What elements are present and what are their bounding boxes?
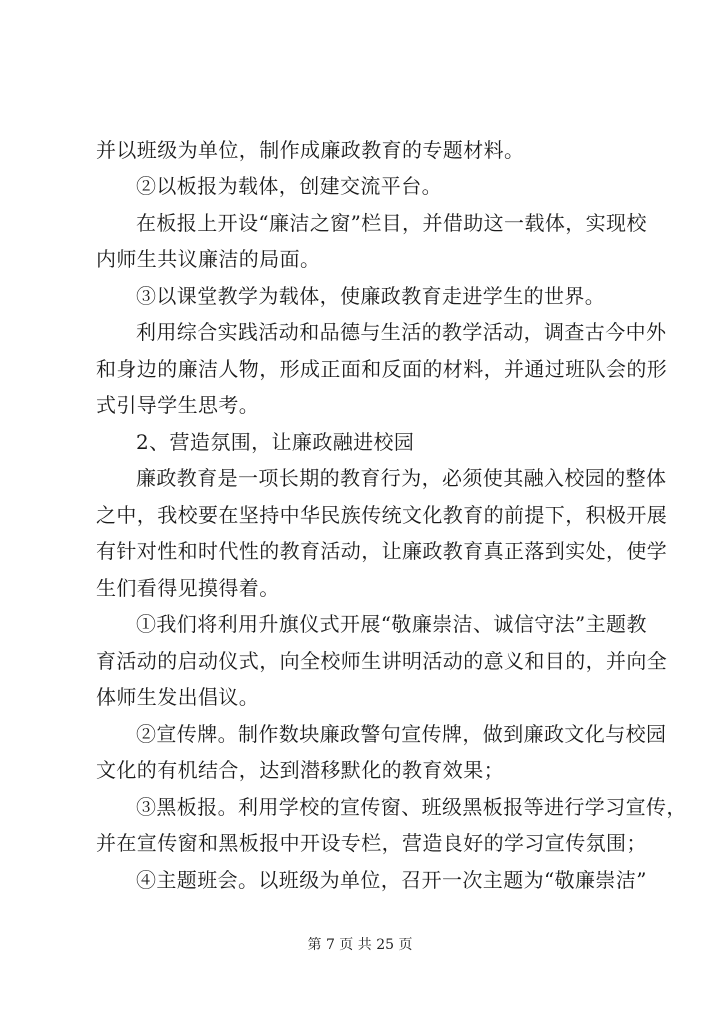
text-line: 有针对性和时代性的教育活动，让廉政教育真正落到实处，使学: [96, 539, 668, 563]
text-line: 并以班级为单位，制作成廉政教育的专题材料。: [96, 138, 525, 162]
text-line: 在板报上开设“廉洁之窗”栏目，并借助这一载体，实现校: [136, 211, 647, 235]
text-line: 式引导学生思考。: [96, 393, 260, 417]
text-line: ②以板报为载体，创建交流平台。: [136, 174, 442, 198]
text-line: 利用综合实践活动和品德与生活的教学活动，调查古今中外: [136, 320, 667, 344]
text-line: 和身边的廉洁人物，形成正面和反面的材料，并通过班队会的形: [96, 357, 668, 381]
text-line: 廉政教育是一项长期的教育行为，必须使其融入校园的整体: [136, 466, 667, 490]
text-line: ③黑板报。利用学校的宣传窗、班级黑板报等进行学习宣传，: [136, 795, 687, 819]
text-line: 体师生发出倡议。: [96, 685, 260, 709]
text-line: 内师生共议廉洁的局面。: [96, 247, 321, 271]
text-line: ②宣传牌。制作数块廉政警句宣传牌，做到廉政文化与校园: [136, 722, 667, 746]
text-line: ③以课堂教学为载体，使廉政教育走进学生的世界。: [136, 284, 606, 308]
text-line: ①我们将利用升旗仪式开展“敬廉崇洁、诚信守法”主题教: [136, 612, 647, 636]
page-number-footer: 第 7 页 共 25 页: [307, 937, 413, 953]
text-line: ④主题班会。以班级为单位，召开一次主题为“敬廉崇洁”: [136, 868, 647, 892]
text-line: 文化的有机结合，达到潜移默化的教育效果；: [96, 758, 504, 782]
section-heading: 2、营造氛围，让廉政融进校园: [136, 430, 415, 454]
text-line: 育活动的启动仪式，向全校师生讲明活动的意义和目的，并向全: [96, 649, 668, 673]
text-line: 并在宣传窗和黑板报中开设专栏，营造良好的学习宣传氛围；: [96, 831, 647, 855]
text-line: 生们看得见摸得着。: [96, 576, 280, 600]
text-line: 之中，我校要在坚持中华民族传统文化教育的前提下，积极开展: [96, 503, 668, 527]
